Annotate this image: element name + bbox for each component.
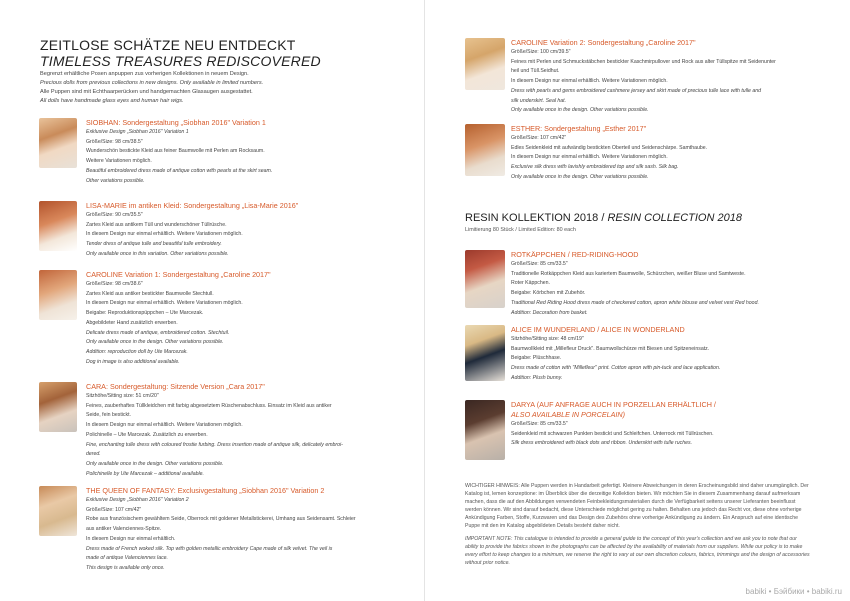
entry-line: Beigabe: Reproduktionspüppchen – Ute Marcezak. <box>86 310 204 317</box>
entry-line: Dress made of cotton with "Millefleur" print. Cotton apron with pin-tuck and lace application. <box>511 365 721 372</box>
entry-line: Addition: reproduction doll by Ute Marcezak. <box>86 348 188 355</box>
entry-line: In diesem Design nur einmal erhältlich. Weitere Variationen möglich. <box>86 300 243 307</box>
heading-german: ZEITLOSE SCHÄTZE NEU ENTDECKT <box>40 37 296 53</box>
entry-line: Seidenkleid mit schwarzen Punkten bestickt und Schleifchen. Unterrock mit Tüllrüschen. <box>511 430 714 437</box>
entry-text <box>86 382 343 479</box>
entry-line: Exklusive Design „Siobhan 2016" Variation 1 <box>86 129 189 135</box>
entry-title-continued: ALSO AVAILABLE IN PORCELAIN) <box>511 410 625 419</box>
entry-line: Exclusive silk dress with lavishly embroidered top and silk sash. Silk bag. <box>511 164 679 171</box>
doll-entry-caroline-1 <box>0 270 424 380</box>
doll-photo <box>465 400 505 460</box>
section-heading-german: RESIN KOLLEKTION 2018 / <box>465 212 608 224</box>
entry-line: Wunderschön bestickte Kleid aus feiner Baumwolle mit Perlen am Rocksaum. <box>86 148 265 155</box>
entry-line: aus antiker Valenciennes-Spitze. <box>86 526 162 533</box>
entry-line: Beautiful embroidered dress made of antique cotton with pearls at the skirt seam. <box>86 167 273 174</box>
entry-text <box>511 325 720 384</box>
entry-line: heil und Tüll.Seidhut. <box>511 68 560 75</box>
entry-line: This design is available only once. <box>86 564 165 571</box>
doll-photo <box>39 201 77 251</box>
left-heading <box>40 37 321 69</box>
doll-entry-alice <box>425 325 850 391</box>
entry-text <box>86 270 271 367</box>
doll-photo <box>465 38 505 90</box>
entry-line: Traditional Red Riding Hood dress made of checkered cotton, apron white blouse and velvet vest Red hood. <box>511 299 759 306</box>
intro-text <box>40 70 263 106</box>
entry-line: Baumwollkleid mit „Millefleur Druck". Baumwollschürze mit Biesen und Spitzeneinsatz. <box>511 345 710 352</box>
watermark: babiki • Бэйбики • babiki.ru <box>745 587 842 596</box>
entry-line: Dress with pearls and gems embroidered cashmere jersey and skirt made of precious tulle lace with tulle and <box>511 87 761 94</box>
entry-line: Weitere Variationen möglich. <box>86 158 152 165</box>
entry-title: DARYA (AUF ANFRAGE AUCH IN PORZELLAN ERHÄLTLICH / <box>511 400 716 409</box>
entry-line: Addition: Plush bunny. <box>511 374 563 381</box>
entry-line: Zartes Kleid aus antikem Tüll und wunderschöner Tüllrüsche. <box>86 221 227 228</box>
doll-entry-caroline-2 <box>425 38 850 118</box>
entry-line: Polichinelle – Ute Marcezak. Zusätzlich zu erwerben. <box>86 431 208 438</box>
entry-line: Traditionelle Rotkäppchen Kleid aus kariertem Baumwolle, Schürzchen, weißer Bluse und Samtweste. <box>511 270 746 277</box>
entry-line: Other variations possible. <box>86 177 145 184</box>
entry-title: ALICE IM WUNDERLAND / ALICE IN WONDERLAND <box>511 325 685 334</box>
entry-line: In diesem Design nur einmal erhältlich. Weitere Variationen möglich. <box>511 154 668 161</box>
entry-line: Abgebildeter Hand zusätzlich erwerben. <box>86 319 178 326</box>
entry-line: Only available once in the design. Other variations possible. <box>86 460 224 467</box>
entry-line: Only available once in the design. Other variations possible. <box>511 173 649 180</box>
entry-line: In diesem Design nur einmal erhältlich. <box>86 535 176 542</box>
entry-title: CARA: Sondergestaltung: Sitzende Version „Cara 2017" <box>86 382 265 391</box>
doll-entry-rotkaeppchen <box>425 250 850 320</box>
entry-text <box>86 201 298 260</box>
doll-photo <box>39 382 77 432</box>
entry-text <box>511 38 776 116</box>
entry-line: In diesem Design nur einmal erhältlich. Weitere Variationen möglich. <box>86 422 243 429</box>
entry-line: Größe/Size: 85 cm/33.5" <box>511 261 568 267</box>
entry-title: ROTKÄPPCHEN / RED-RIDING-HOOD <box>511 250 639 259</box>
entry-line: silk underskirt. Seal hat. <box>511 97 567 104</box>
entry-line: Größe/Size: 98 cm/38.5" <box>86 138 143 145</box>
entry-text <box>86 118 272 186</box>
entry-line: Only available once in the design. Other variations possible. <box>511 107 649 114</box>
entry-line: Größe/Size: 90 cm/35.5" <box>86 212 143 218</box>
entry-title: CAROLINE Variation 2: Sondergestaltung „Caroline 2017" <box>511 38 696 47</box>
doll-entry-esther <box>425 124 850 190</box>
entry-line: Größe/Size: 85 cm/33.5" <box>511 421 568 427</box>
entry-line: Zartes Kleid aus antiker bestickter Baumwolle Stechtull. <box>86 290 214 297</box>
entry-line: Exklusive Design „Siobhan 2016" Variation 2 <box>86 497 189 503</box>
intro-line: Begrenzt erhältliche Posen anpuppen zus vorherigen Kollektionen in neuem Design. <box>40 71 249 77</box>
entry-line: Größe/Size: 107 cm/42" <box>511 135 567 141</box>
entry-line: Seide, fein bestickt. <box>86 412 131 419</box>
entry-text <box>511 400 716 449</box>
entry-title: ESTHER: Sondergestaltung „Esther 2017" <box>511 124 647 133</box>
catalogue-notes <box>465 482 810 572</box>
intro-line: Precious dolls from previous collections in new designs. Only available in limited numbers. <box>40 80 264 86</box>
entry-line: Beigabe: Plüschhase. <box>511 355 562 362</box>
section-subheading: Limitierung 80 Stück / Limited Edition: 80 each <box>465 227 576 233</box>
entry-line: In diesem Design nur einmal erhältlich. Weitere Variationen möglich. <box>511 78 668 85</box>
doll-photo <box>39 486 77 536</box>
entry-line: Dress made of French woked silk. Top with golden metallic embroidery Cape made of silk velvet. The veil is <box>86 545 333 552</box>
entry-line: Beigabe: Körbchen mit Zubehör. <box>511 290 586 297</box>
intro-line: Alle Puppen sind mit Echthaarperücken und handgemachten Glasaugen ausgestattet. <box>40 89 253 95</box>
doll-entry-lisa-marie <box>0 201 424 267</box>
entry-line: Fine, enchanting tulle dress with coloured frostie furbing. Dress insertion made of antique silk, delicately embroi- <box>86 441 343 448</box>
left-page <box>0 0 424 601</box>
section-heading <box>465 212 742 224</box>
entry-text <box>86 486 356 574</box>
entry-line: Only available once in the design. Other variations possible. <box>86 339 224 346</box>
entry-line: Sitzhöhe/Sitting size: 48 cm/19" <box>511 336 584 342</box>
note-english: IMPORTANT NOTE: This catalogue is intended to provide a general guide to the concept of this year's collection and we ask you to note that our ability to provide the fabrics shown in the photographs can be affected by the availability of materials from our suppliers. While our policy is to make every effort to keep changes to a minimum, we reserve the right to vary at our own discretion colours, fabrics, trimmings and the design of accessories without prior notice. <box>465 536 810 566</box>
entry-line: made of antique Valenciennes lace. <box>86 555 168 562</box>
entry-line: Robe aus französischem gewähltem Seide, Oberrock mit goldener Metallstickerei, Umhang aus Seidensamt. Schleier <box>86 516 356 523</box>
doll-photo <box>465 124 505 176</box>
entry-title: LISA-MARIE im antiken Kleid: Sondergestaltung „Lisa-Marie 2016" <box>86 201 299 210</box>
entry-line: Delicate dress made of antique, embroidered cotton. Stechtuil. <box>86 329 230 336</box>
entry-line: Roter Käppchen. <box>511 280 550 287</box>
entry-line: dered. <box>86 451 101 458</box>
entry-line: Edles Seidenkleid mit aufwändig bestickten Oberteil und Seidenschärpe. Samthaube. <box>511 144 708 151</box>
doll-photo <box>465 250 505 308</box>
entry-title: THE QUEEN OF FANTASY: Exclusivgestaltung „Siobhan 2016" Variation 2 <box>86 486 325 495</box>
heading-english: TIMELESS TREASURES REDISCOVERED <box>40 53 321 69</box>
doll-entry-siobhan <box>0 118 424 198</box>
intro-line: All dolls have handmade glass eyes and human hair wigs. <box>40 98 184 104</box>
entry-line: Größe/Size: 98 cm/38.6" <box>86 281 143 287</box>
entry-line: Polichinelle by Ute Marcezak – additional available. <box>86 470 204 477</box>
entry-line: Größe/Size: 107 cm/42" <box>86 506 142 513</box>
entry-line: In diesem Design nur einmal erhältlich. Weitere Variationen möglich. <box>86 231 243 238</box>
entry-line: Only available once in this variation. Other variations possible. <box>86 250 229 257</box>
doll-photo <box>465 325 505 381</box>
doll-photo <box>39 270 77 320</box>
entry-line: Dog in image is also additional available. <box>86 358 180 365</box>
section-heading-english: RESIN COLLECTION 2018 <box>607 212 742 224</box>
note-german: WICHTIGER HINWEIS: Alle Puppen werden in Handarbeit gefertigt. Kleinere Abweichungen in deren Erscheinungsbild sind daher unumgänglich. Der Katalog ist, lemen konzeptione: im Überblick über die derzeitige Kollektion bieten. Wir möchten Sie in diesem Zusammenhang darauf aufmerksam machen, dass die auf den Abbildungen verwendeten Feinbekleidungsmaterialien durch die Verfügbarkeit seitens unserer Lieferanten beeinflusst werden können. Wir sind darauf bedacht, diese Unterschiede möglichst gering zu halten. Behalten uns jedoch das Recht vor, diese ohne vorherige Ankündigung Farben, Stoffe, Kurzwaren und das Design des Zubehörs ohne vorherige Ankündigung zu ändern. Ein Anspruch auf eine identische Puppe mit den im Katalog abgebildeten Details besteht daher nicht. <box>465 483 809 529</box>
entry-title: CAROLINE Variation 1: Sondergestaltung „Caroline 2017" <box>86 270 271 279</box>
doll-photo <box>39 118 77 168</box>
doll-entry-queen-of-fantasy <box>0 486 424 586</box>
right-page <box>425 0 850 601</box>
entry-line: Größe/Size: 100 cm/39.5" <box>511 49 571 55</box>
entry-title: SIOBHAN: Sondergestaltung „Siobhan 2016" Variation 1 <box>86 118 266 127</box>
entry-line: Sitzhöhe/Sitting size: 51 cm/20" <box>86 393 159 399</box>
entry-line: Addition: Decoration from basket. <box>511 309 588 316</box>
entry-text <box>511 250 759 318</box>
entry-line: Silk dress embroidered with black dots and ribbon. Underskirt with tulle ruches. <box>511 440 693 447</box>
entry-line: Feines, zauberhaftes Tüllkleidchen mit farbig abgesetztem Rüschenabschluss. Einsatz im Kleid aus antiker <box>86 402 332 409</box>
doll-entry-darya <box>425 400 850 475</box>
doll-entry-cara <box>0 382 424 482</box>
entry-text <box>511 124 707 183</box>
entry-line: Tender dress of antique tulle and beautiful tulle embroidery. <box>86 241 222 248</box>
entry-line: Feines mit Perlen und Schmuckstäbchen bestickter Kaschmirpullover und Rock aus alter Tüllspitze mit Seidenunter <box>511 58 776 65</box>
